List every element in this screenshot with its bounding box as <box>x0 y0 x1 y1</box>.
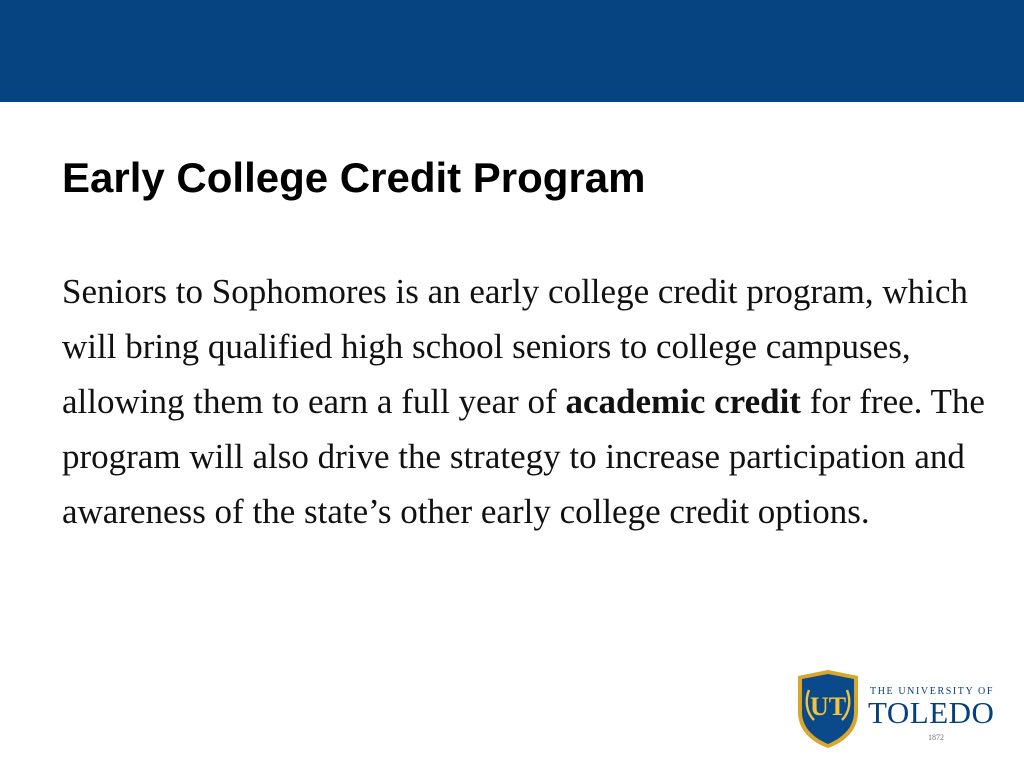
slide-title: Early College Credit Program <box>62 154 646 201</box>
body-text-part-2: for free. The program will also drive the strategy to increase participation and awareness of the state’s other early college credit options. <box>62 382 985 531</box>
svg-text:UT: UT <box>809 692 847 721</box>
logo-line-university: THE UNIVERSITY OF <box>870 686 995 697</box>
body-text-bold: academic credit <box>565 382 801 421</box>
logo-year: 1872 <box>928 733 944 742</box>
body-text-part-1: Seniors to Sophomores is an early college credit program, which will bring qualified high school seniors to college campuses, allowing them to earn a full year of <box>62 272 968 421</box>
shield-icon <box>795 668 861 750</box>
logo-line-toledo: TOLEDO <box>868 695 995 730</box>
header-band <box>0 0 1024 102</box>
university-logo <box>790 660 1010 752</box>
slide-body <box>62 264 992 539</box>
logo-wordmark <box>870 680 1010 750</box>
